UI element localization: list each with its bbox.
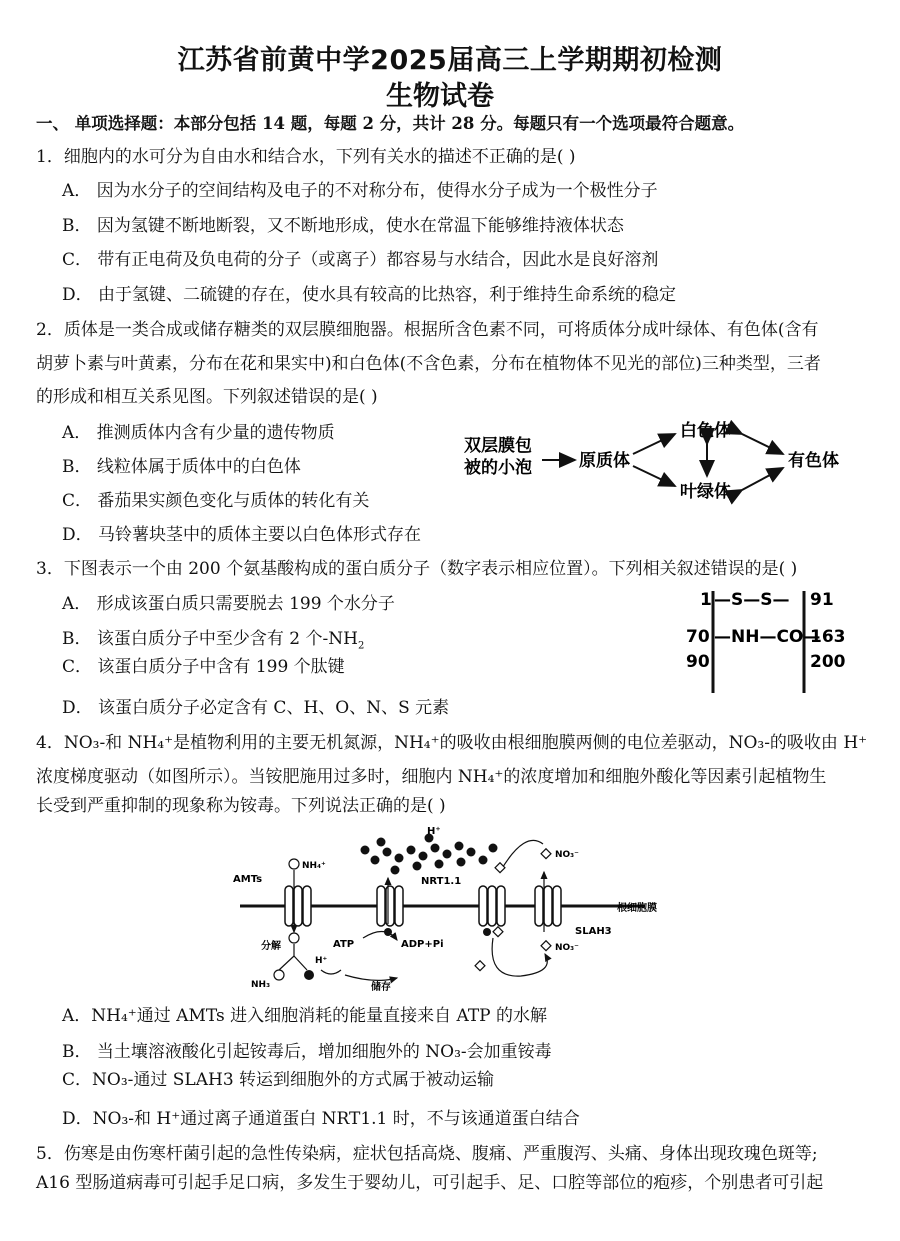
q4-stem-line3: 长受到严重抑制的现象称为铵毒。下列说法正确的是( ) (36, 796, 446, 816)
position-200: 200 (810, 652, 846, 672)
position-91: 91 (810, 590, 834, 610)
q4-stem-line2: 浓度梯度驱动（如图所示）。当铵肥施用过多时，细胞内 NH₄⁺的浓度增加和细胞外酸化等因素引起植物生 (36, 767, 827, 787)
amts-label: AMTs (233, 874, 263, 885)
q2-stem-line3: 的形成和相互关系见图。下列叙述错误的是( ) (36, 387, 378, 407)
q3-option-d: D． 该蛋白质分子必定含有 C、H、O、N、S 元素 (62, 698, 450, 718)
q1-option-b: B． 因为氢键不断地断裂，又不断地形成，使水在常温下能够维持液体状态 (62, 216, 624, 236)
no3-outside-label: NO₃⁻ (555, 850, 579, 860)
storage-label: 储存 (371, 982, 391, 993)
nh4-label: NH₄⁺ (302, 861, 326, 871)
q4-option-a: A．NH₄⁺通过 AMTs 进入细胞消耗的能量直接来自 ATP 的水解 (62, 1006, 548, 1026)
q5-stem-line2: A16 型肠道病毒可引起手足口病，多发生于婴幼儿，可引起手、足、口腔等部位的疱疹，个别患者可引起 (36, 1173, 824, 1193)
membrane-label: 根细胞膜 (617, 903, 657, 914)
h-ion-inside (304, 970, 314, 980)
position-90: 90 (686, 652, 710, 672)
q4-option-b: B． 当土壤溶液酸化引起铵毒后，增加细胞外的 NO₃-会加重铵毒 (62, 1042, 552, 1062)
arrow-proplastid-to-leucoplast (633, 434, 675, 454)
q2-stem-line1: 2．质体是一类合成或储存糖类的双层膜细胞器。根据所含色素不同，可将质体分成叶绿体、有色体(含有 (36, 320, 819, 340)
q2-option-d: D． 马铃薯块茎中的质体主要以白色体形式存在 (62, 525, 422, 545)
q2-option-a: A． 推测质体内含有少量的遗传物质 (62, 423, 335, 443)
q4-option-c: C．NO₃-通过 SLAH3 转运到细胞外的方式属于被动运输 (62, 1070, 495, 1090)
nh3-molecule (274, 970, 284, 980)
amts-channel (285, 886, 311, 926)
h-ion-pump (384, 928, 392, 936)
h-ion-inside-label: H⁺ (315, 956, 328, 966)
arrow-leucoplast-chromoplast (742, 434, 783, 454)
atp-label: ATP (333, 939, 355, 950)
q3-stem: 3．下图表示一个由 200 个氨基酸构成的蛋白质分子（数字表示相应位置）。下列相关叙述错误的是( ) (36, 559, 798, 579)
adp-label: ADP+Pi (401, 939, 444, 950)
q1-option-d: D． 由于氢键、二硫键的存在，使水具有较高的比热容，利于维持生命系统的稳定 (62, 285, 677, 305)
q3-option-b-subscript: 2 (357, 640, 365, 652)
position-70: 70 (686, 627, 710, 647)
h-ion-cluster (361, 834, 498, 875)
q1-option-c: C． 带有正电荷及负电荷的分子（或离子）都容易与水结合，因此水是良好溶剂 (62, 250, 659, 270)
q5-stem-line1: 5．伤寒是由伤寒杆菌引起的急性传染病，症状包括高烧、腹痛、严重腹泻、头痛、身体出现玫瑰色斑等; (36, 1144, 818, 1164)
nrt-channel (479, 886, 505, 926)
q3-option-c: C． 该蛋白质分子中含有 199 个肽键 (62, 657, 345, 677)
q3-option-b-text: B． 该蛋白质分子中至少含有 2 个-NH (62, 629, 358, 649)
disulfide-bond: —S—S— (714, 590, 790, 610)
slah3-channel (535, 886, 561, 926)
nh4-ion-outside (289, 859, 299, 869)
q2-option-b: B． 线粒体属于质体中的白色体 (62, 457, 301, 477)
nrt-label: NRT1.1 (421, 876, 462, 887)
leucoplast-label: 白色体 (680, 421, 731, 441)
nh3-label: NH₃ (251, 980, 271, 990)
proplastid-label: 原质体 (579, 451, 630, 471)
q4-stem-line1: 4．NO₃-和 NH₄⁺是植物利用的主要无机氮源，NH₄⁺的吸收由根细胞膜两侧的电位差驱动，NO₃-的吸收由 H⁺ (36, 733, 868, 753)
q3-option-a: A． 形成该蛋白质只需要脱去 199 个水分子 (62, 594, 395, 614)
section-heading: 一、 单项选择题：本部分包括 14 题，每题 2 分，共计 28 分。每题只有一个选项最符合题意。 (36, 114, 745, 133)
position-163: 163 (810, 627, 846, 647)
peptide-bond: —NH—CO— (714, 627, 821, 647)
no3-ion-outside (541, 849, 551, 859)
protein-diagram (680, 585, 880, 697)
chloroplast-label: 叶绿体 (680, 482, 731, 502)
page-subtitle: 生物试卷 (386, 81, 494, 112)
no3-inside-label: NO₃⁻ (555, 943, 579, 953)
nh4-ion-inside (289, 933, 299, 943)
q1-option-a: A． 因为水分子的空间结构及电子的不对称分布，使得水分子成为一个极性分子 (62, 181, 658, 201)
q2-option-c: C． 番茄果实颜色变化与质体的转化有关 (62, 491, 370, 511)
q4-option-d: D．NO₃-和 H⁺通过离子通道蛋白 NRT1.1 时，不与该通道蛋白结合 (62, 1109, 580, 1129)
plastid-diagram (450, 412, 870, 512)
decompose-label: 分解 (261, 941, 281, 952)
page-title: 江苏省前黄中学2025届高三上学期期初检测 (177, 45, 723, 76)
arrow-chloroplast-chromoplast (742, 468, 783, 490)
chromoplast-label: 有色体 (788, 451, 839, 471)
q2-stem-line2: 胡萝卜素与叶黄素，分布在花和果实中)和白色体(不含色素，分布在植物体不见光的部位)三种类型，三者 (36, 354, 821, 374)
h-ion-outside-label: H⁺ (427, 826, 441, 837)
vesicle-label-line2: 被的小泡 (464, 458, 532, 478)
proton-pump (377, 886, 403, 926)
vesicle-label-line1: 双层膜包 (464, 436, 532, 456)
q3-option-b (62, 627, 364, 651)
position-1: 1 (700, 590, 712, 610)
slah3-label: SLAH3 (575, 926, 612, 937)
ion-transport-diagram (225, 820, 705, 995)
arrow-proplastid-to-chloroplast (633, 466, 675, 486)
no3-ion-inside (541, 941, 551, 951)
q1-stem: 1．细胞内的水可分为自由水和结合水，下列有关水的描述不正确的是( ) (36, 147, 576, 167)
